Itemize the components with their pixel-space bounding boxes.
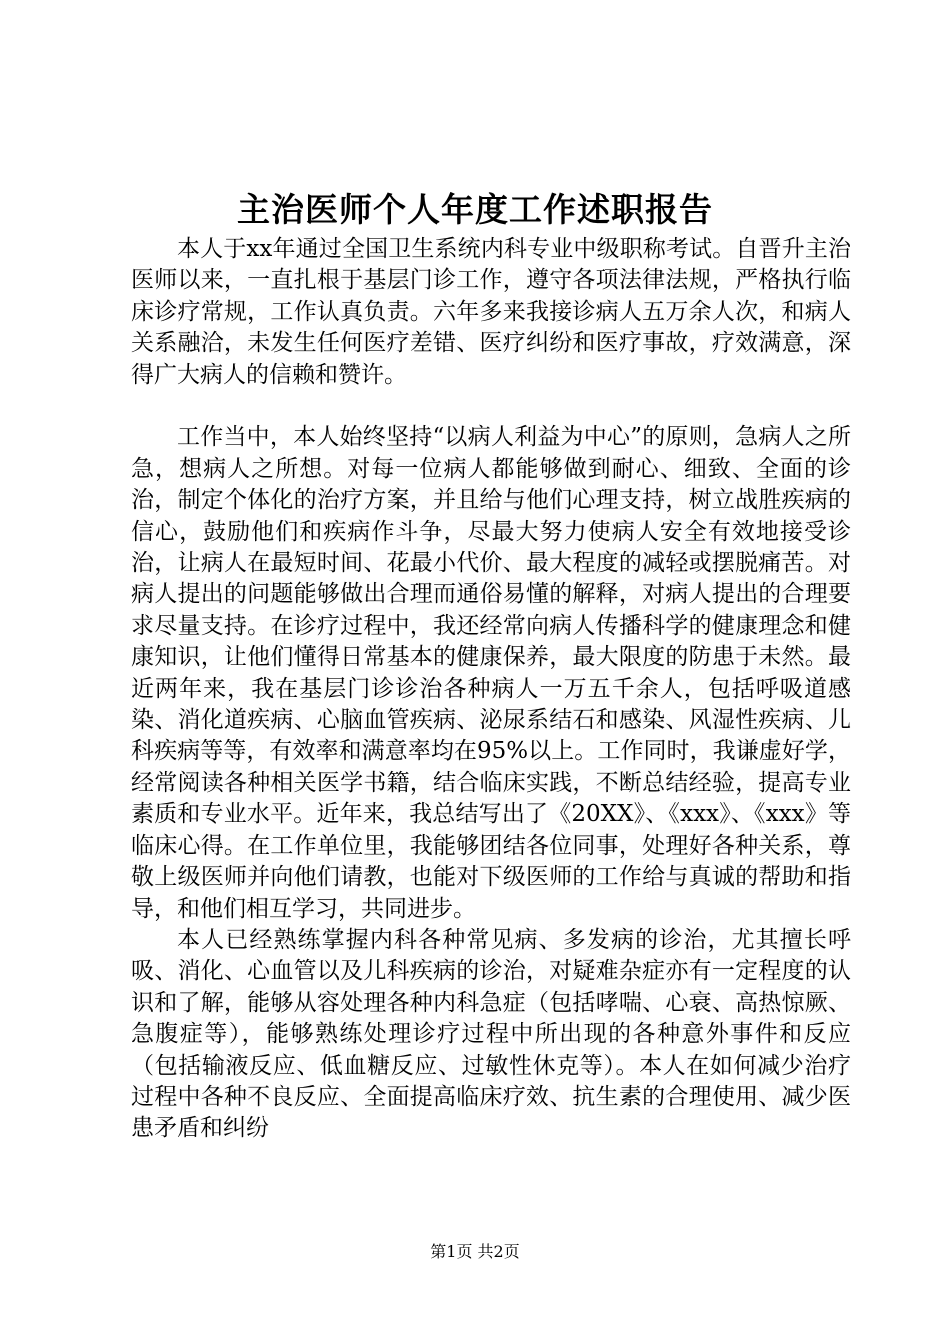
paragraph-3: 本人已经熟练掌握内科各种常见病、多发病的诊治，尤其擅长呼吸、消化、心血管以及儿科疾病的诊治，对疑难杂症亦有一定程度的认识和了解，能够从容处理各种内科急症（包括哮喘、心衰、高热惊厥、急腹症等），能够熟练处理诊疗过程中所出现的各种意外事件和反应（包括输液反应、低血糖反应、过敏性休克等）。本人在如何减少治疗过程中各种不良反应、全面提高临床疗效、抗生素的合理使用、减少医患矛盾和纠纷	[131, 926, 851, 1142]
document-body	[131, 234, 851, 1145]
paragraph-2: 工作当中，本人始终坚持“以病人利益为中心”的原则，急病人之所急，想病人之所想。对每一位病人都能够做到耐心、细致、全面的诊治，制定个体化的治疗方案，并且给与他们心理支持，树立战胜疾病的信心，鼓励他们和疾病作斗争，尽最大努力使病人安全有效地接受诊治，让病人在最短时间、花最小代价、最大程度的减轻或摆脱痛苦。对病人提出的问题能够做出合理而通俗易懂的解释，对病人提出的合理要求尽量支持。在诊疗过程中，我还经常向病人传播科学的健康理念和健康知识，让他们懂得日常基本的健康保养，最大限度的防患于未然。最近两年来，我在基层门诊诊治各种病人一万五千余人，包括呼吸道感染、消化道疾病、心脑血管疾病、泌尿系结石和感染、风湿性疾病、儿科疾病等等，有效率和满意率均在95%以上。工作同时，我谦虚好学，经常阅读各种相关医学书籍，结合临床实践，不断总结经验，提高专业素质和专业水平。近年来，我总结写出了《20XX》、《xxx》、《xxx》等临床心得。在工作单位里，我能够团结各位同事，处理好各种关系，尊敬上级医师并向他们请教，也能对下级医师的工作给与真诚的帮助和指导，和他们相互学习，共同进步。	[131, 424, 851, 922]
document-title: 主治医师个人年度工作述职报告	[237, 190, 713, 229]
paragraph-1: 本人于xx年通过全国卫生系统内科专业中级职称考试。自晋升主治医师以来，一直扎根于基层门诊工作，遵守各项法律法规，严格执行临床诊疗常规，工作认真负责。六年多来我接诊病人五万余人次，和病人关系融洽，未发生任何医疗差错、医疗纠纷和医疗事故，疗效满意，深得广大病人的信赖和赞许。	[131, 236, 851, 388]
page-footer: 第1页 共2页	[430, 1242, 520, 1261]
